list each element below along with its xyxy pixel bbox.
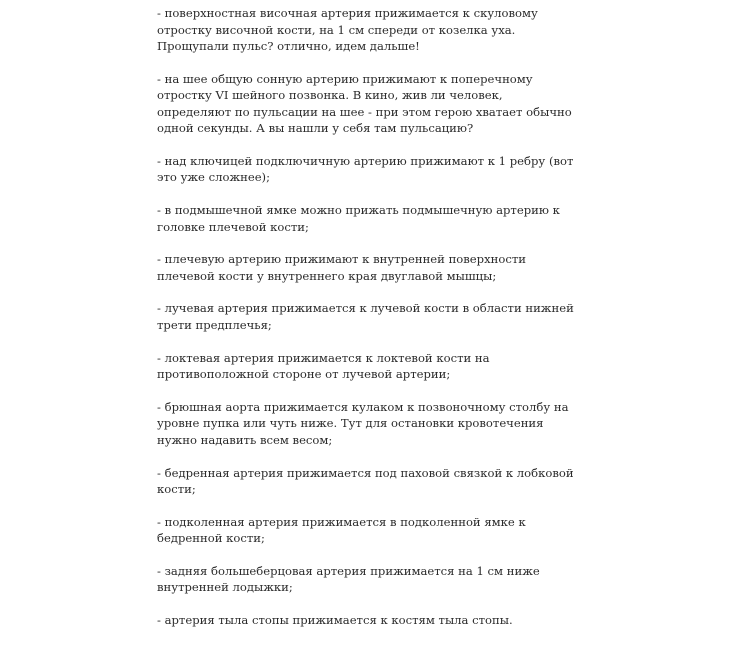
paragraph-popliteal-artery: - подколенная артерия прижимается в подколенной ямке к бедренной кости; (157, 514, 526, 546)
paragraph-carotid-artery: - на шее общую сонную артерию прижимают к поперечному отростку VI шейного позвонка. В кино, жив ли человек, определяют по пульсации на шее - при этом герою хватает обычно одной секунды. А вы нашли у себя там пульсацию? (157, 71, 572, 136)
article-body (157, 5, 577, 645)
paragraph-ulnar-artery: - локтевая артерия прижимается к локтевой кости на противоположной стороне от лучевой артерии; (157, 350, 490, 382)
paragraph-femoral-artery: - бедренная артерия прижимается под паховой связкой к лобковой кости; (157, 465, 574, 496)
paragraph-brachial-artery: - плечевую артерию прижимают к внутренней поверхности плечевой кости у внутреннего края двуглавой мышцы; (157, 252, 526, 283)
paragraph-subclavian-artery: - над ключицей подключичную артерию прижимают к 1 ребру (вот это уже сложнее); (157, 153, 574, 185)
paragraph-abdominal-aorta: - брюшная аорта прижимается кулаком к позвоночному столбу на уровне пупка или чуть ниже. Тут для остановки кровотечения нужно надавить всем весом; (157, 399, 569, 447)
paragraph-dorsalis-pedis-artery: - артерия тыла стопы прижимается к костям тыла стопы. (157, 613, 513, 628)
paragraph-posterior-tibial-artery: - задняя большеберцовая артерия прижимается на 1 см ниже внутренней лодыжки; (157, 563, 540, 595)
paragraph-temporal-artery: - поверхностная височная артерия прижимается к скуловому отростку височной кости, на 1 см спереди от козелка уха. Прощупали пульс? отлично, идем дальше! (157, 6, 538, 53)
paragraph-axillary-artery: - в подмышечной ямке можно прижать подмышечную артерию к головке плечевой кости; (157, 203, 560, 234)
paragraph-radial-artery: - лучевая артерия прижимается к лучевой кости в области нижней трети предплечья; (157, 301, 574, 332)
